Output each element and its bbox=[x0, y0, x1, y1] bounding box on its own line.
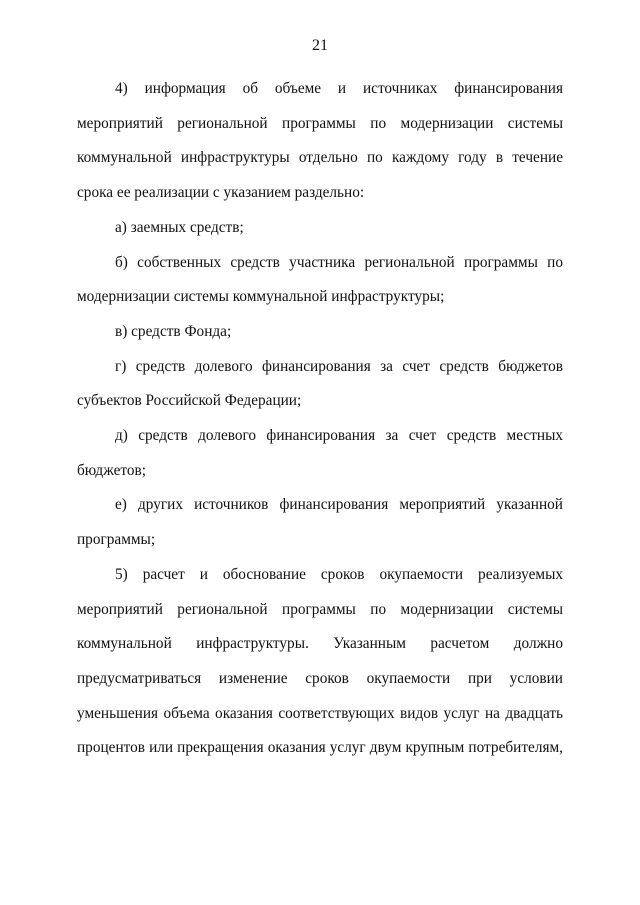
paragraph-subitem-a: а) заемных средств; bbox=[115, 218, 244, 236]
paragraph-subitem-g: г) средств долевого финансирования за счет средств бюджетов субъектов Российской Федерации; bbox=[77, 357, 563, 410]
document-body bbox=[77, 72, 563, 766]
paragraph-subitem-b: б) собственных средств участника региональной программы по модернизации системы коммунальной инфраструктуры; bbox=[77, 253, 563, 306]
page-number: 21 bbox=[312, 37, 328, 54]
paragraph-item-4: 4) информация об объеме и источниках финансирования мероприятий региональной программы по модернизации системы коммунальной инфраструктуры отдельно по каждому году в течение срока ее реализации с указанием раздельно: bbox=[77, 80, 563, 202]
paragraph-subitem-d: д) средств долевого финансирования за счет средств местных бюджетов; bbox=[77, 427, 563, 479]
paragraph-item-5: 5) расчет и обоснование сроков окупаемости реализуемых мероприятий региональной программы по модернизации системы коммунальной инфраструктуры. Указанным расчетом должно предусматриваться изменение сроков окупаемости при условии уменьшения объема оказания соответствующих видов услуг на двадцать процентов или прекращения оказания услуг двум крупным потребителям, bbox=[77, 565, 563, 757]
paragraph-subitem-v: в) средств Фонда; bbox=[115, 322, 232, 340]
paragraph-subitem-e: е) других источников финансирования мероприятий указанной программы; bbox=[77, 496, 563, 549]
